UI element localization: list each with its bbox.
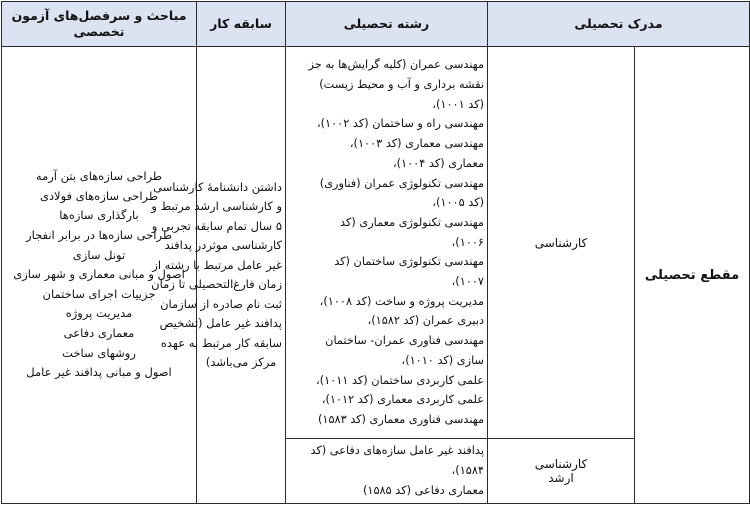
subject-line: بارگذاری سازه‌ها bbox=[59, 208, 139, 223]
master-fields bbox=[286, 439, 488, 504]
header-subjects-line2: تخصصی bbox=[73, 24, 125, 39]
cut-label: مقطع تحصیلی bbox=[635, 47, 750, 504]
field-line: مهندسی فناوری معماری (کد ۱۵۸۳) bbox=[317, 412, 484, 426]
experience-text bbox=[151, 47, 286, 504]
subjects-list bbox=[2, 47, 197, 504]
experience-line: مرکز می‌باشد) bbox=[205, 355, 277, 369]
master-label-line2: ارشد bbox=[548, 471, 574, 485]
header-row bbox=[2, 2, 750, 47]
field-line: سازی (کد ۱۰۱۰)، bbox=[401, 353, 484, 367]
experience-line: پدافند غیر عامل (تشخیص bbox=[159, 316, 282, 330]
master-label-line1: کارشناسی bbox=[534, 457, 588, 471]
requirements-table bbox=[1, 1, 750, 504]
experience-line: غیر عامل مرتبط با رشته از bbox=[152, 257, 282, 272]
experience-line: کارشناسی موثردر پدافند bbox=[164, 238, 282, 252]
header-field: رشته تحصیلی bbox=[286, 2, 488, 47]
subject-line: اصول و مبانی معماری و شهر سازی bbox=[13, 267, 185, 282]
field-line: معماری دفاعی (کد ۱۵۸۵) bbox=[363, 483, 484, 497]
field-line: مهندسی عمران (کلیه گرایش‌ها به جز bbox=[308, 58, 484, 72]
header-degree: مدرک تحصیلی bbox=[488, 2, 750, 47]
subject-line: مدیریت پروژه bbox=[65, 306, 133, 321]
field-line: مدیریت پروژه و ساخت (کد ۱۰۰۸)، bbox=[319, 294, 484, 308]
field-line: علمی کاربردی ساختمان (کد ۱۰۱۱)، bbox=[316, 373, 484, 387]
field-line: مهندسی معماری (کد ۱۰۰۳)، bbox=[349, 137, 484, 151]
bachelor-row bbox=[2, 47, 750, 439]
subject-line: طراحی سازه‌های فولادی bbox=[39, 188, 159, 203]
field-line: ۱۰۰۷)، bbox=[451, 275, 484, 289]
subject-line: روشهای ساخت bbox=[62, 345, 136, 360]
experience-line: و کارشناسی ارشد مرتبط و bbox=[151, 199, 282, 213]
master-label bbox=[488, 439, 635, 504]
field-line: ۱۵۸۴)، bbox=[451, 464, 484, 478]
subject-line: طراحی سازه‌های بتن آرمه bbox=[35, 169, 163, 184]
experience-line: ثبت نام صادره از سازمان bbox=[160, 296, 282, 311]
subject-line: اصول و مبانی پدافند غیر عامل bbox=[26, 365, 172, 380]
header-experience: سابقه کار bbox=[197, 2, 286, 47]
experience-line: زمان فارغ‌التحصیلی تا زمان bbox=[151, 277, 282, 291]
field-line: دبیری عمران (کد ۱۵۸۲)، bbox=[367, 314, 484, 328]
field-line: مهندسی فناوری عمران- ساختمان bbox=[325, 334, 484, 348]
experience-line: داشتن دانشنامهٔ کارشناسی bbox=[153, 179, 282, 194]
experience-line: سابقه کار مرتبط به عهده bbox=[160, 335, 282, 350]
field-line: نقشه برداری و آب و محیط زیست) bbox=[319, 78, 484, 92]
subject-line: تونل سازی bbox=[72, 247, 126, 262]
field-line: (کد ۱۰۰۱)، bbox=[432, 97, 484, 111]
field-line: مهندسی تکنولوژی ساختمان (کد bbox=[334, 255, 484, 269]
header-subjects bbox=[2, 2, 197, 47]
subject-line: طراحی سازه‌ها در برابر انفجار bbox=[26, 228, 172, 243]
bachelor-label: کارشناسی bbox=[488, 47, 635, 439]
bachelor-fields bbox=[286, 47, 488, 439]
field-line: مهندسی تکنولوژی معماری (کد bbox=[340, 215, 484, 229]
field-line: معماری (کد ۱۰۰۴)، bbox=[392, 156, 484, 170]
field-line: علمی کاربردی معماری (کد ۱۰۱۲)، bbox=[321, 393, 484, 407]
field-line: مهندسی تکنولوژی عمران (فناوری) bbox=[319, 176, 484, 190]
field-line: ۱۰۰۶)، bbox=[451, 235, 484, 249]
field-line: مهندسی راه و ساختمان (کد ۱۰۰۲)، bbox=[316, 117, 484, 131]
subject-line: جزییات اجرای ساختمان bbox=[42, 286, 156, 301]
subject-line: معماری دفاعی bbox=[63, 325, 135, 340]
field-line: پدافند غیر عامل سازه‌های دفاعی (کد bbox=[310, 444, 484, 458]
experience-line: ۵ سال تمام سابقه تجربی و bbox=[151, 218, 282, 233]
header-subjects-line1: مباحث و سرفصل‌های آزمون bbox=[11, 7, 187, 23]
field-line: (کد ۱۰۰۵)، bbox=[432, 196, 484, 210]
